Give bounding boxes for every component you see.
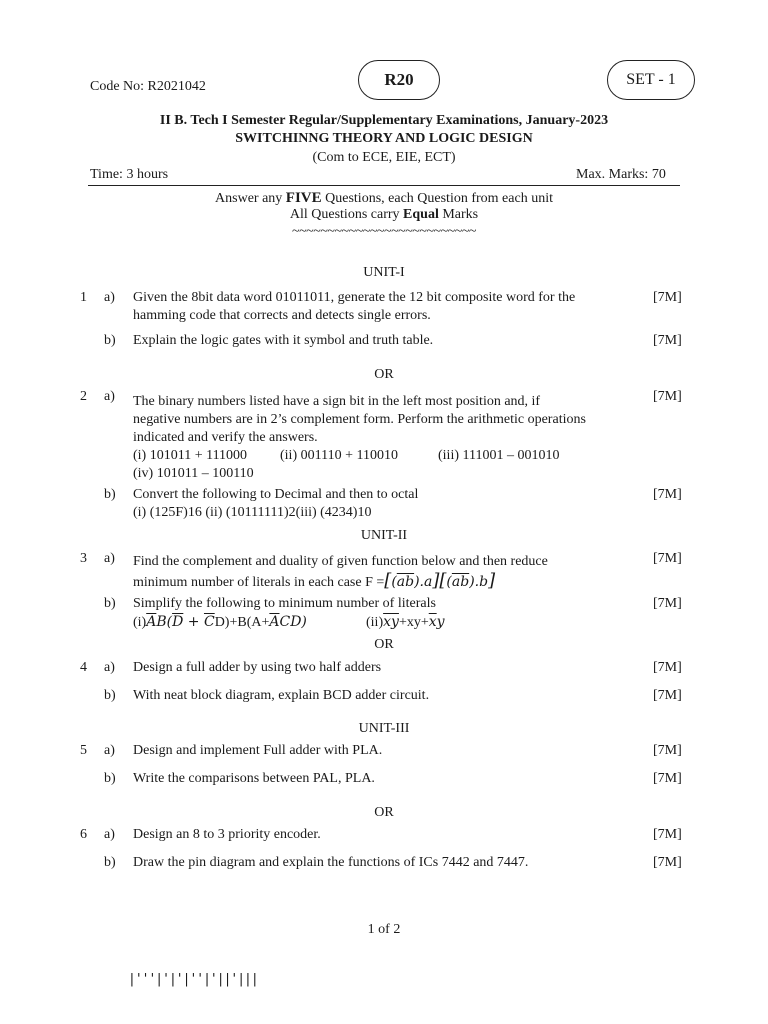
- unit-3-heading: UNIT-III: [358, 721, 410, 736]
- q4b-label: b): [104, 688, 116, 703]
- code-number: Code No: R2021042: [90, 79, 206, 94]
- subject-title: SWITCHINNG THEORY AND LOGIC DESIGN: [235, 131, 533, 146]
- q2a-marks: [7M]: [653, 389, 682, 404]
- q5b-label: b): [104, 771, 116, 786]
- q3a-formula: $[(\overline{ab}).a][(\overline{ab}).b]$: [384, 570, 496, 591]
- page-number: 1 of 2: [367, 922, 401, 937]
- q5-number: 5: [80, 743, 87, 758]
- tilde-divider: ~~~~~~~~~~~~~~~~~~~~~~~~~~: [292, 224, 476, 239]
- q6b-text: Draw the pin diagram and explain the functions of ICs 7442 and 7447.: [133, 855, 529, 870]
- q4-number: 4: [80, 660, 87, 675]
- q2a-label: a): [104, 389, 115, 404]
- unit-2-heading: UNIT-II: [360, 528, 408, 543]
- q5a-marks: [7M]: [653, 743, 682, 758]
- exam-time: Time: 3 hours: [90, 167, 169, 182]
- q2b-marks: [7M]: [653, 487, 682, 502]
- q6a-text: Design an 8 to 3 priority encoder.: [133, 827, 321, 842]
- barcode: |'''|'|'|''|'||'|||: [128, 972, 258, 987]
- q3a-marks: [7M]: [653, 551, 682, 566]
- q2a-text: The binary numbers listed have a sign bit in the left most position and, if negative numbers are in 2’s complement form. Perform the arithmetic operations indicated and verify the answers. (i) 101011 + 111000 (ii) 001110 + 110010 (iii) 111001 – 001010 (iv) 101011 – 100110: [133, 394, 586, 481]
- q6-number: 6: [80, 827, 87, 842]
- or-divider-3: OR: [374, 805, 394, 820]
- set-badge: SET - 1: [607, 60, 695, 100]
- q1a-text: Given the 8bit data word 01011011, generate the 12 bit composite word for the hamming code that corrects and detects single errors.: [133, 290, 576, 323]
- max-marks: Max. Marks: 70: [576, 167, 666, 182]
- q6a-label: a): [104, 827, 115, 842]
- q4a-label: a): [104, 660, 115, 675]
- header-rule: [88, 185, 680, 186]
- q4a-text: Design a full adder by using two half adders: [133, 660, 382, 675]
- q6b-marks: [7M]: [653, 855, 682, 870]
- q4b-marks: [7M]: [653, 688, 682, 703]
- q3b-text: Simplify the following to minimum number of literals $(i)\overline{A}B(\overline{D} + \overline{C}D)+B(A+\overline{A}CD)$ $(ii)\overline{x}\overline{y}+xy+\overline{x}y$: [133, 596, 445, 630]
- q1-number: 1: [80, 290, 87, 305]
- q1a-marks: [7M]: [653, 290, 682, 305]
- q2b-label: b): [104, 487, 116, 502]
- regulation-badge: R20: [358, 60, 440, 100]
- instruction-line-1: Answer any FIVE Questions, each Question from each unit: [215, 190, 553, 206]
- q3b-label: b): [104, 596, 116, 611]
- q6a-marks: [7M]: [653, 827, 682, 842]
- instruction-line-2: All Questions carry Equal Marks: [289, 207, 479, 222]
- q1b-label: b): [104, 333, 116, 348]
- q2b-text: Convert the following to Decimal and then to octal (i) (125F)16 (ii) (10111111)2(iii) (4234)10: [133, 487, 419, 520]
- q5a-label: a): [104, 743, 115, 758]
- q1a-label: a): [104, 290, 115, 305]
- or-divider-1: OR: [374, 367, 394, 382]
- q2-number: 2: [80, 389, 87, 404]
- q5b-text: Write the comparisons between PAL, PLA.: [133, 771, 375, 786]
- q5a-text: Design and implement Full adder with PLA.: [133, 743, 383, 758]
- q5b-marks: [7M]: [653, 771, 682, 786]
- q1b-marks: [7M]: [653, 333, 682, 348]
- exam-title: II B. Tech I Semester Regular/Supplementary Examinations, January-2023: [159, 113, 609, 128]
- branches: (Com to ECE, EIE, ECT): [312, 150, 456, 165]
- q6b-label: b): [104, 855, 116, 870]
- q3a-label: a): [104, 551, 115, 566]
- q3b-marks: [7M]: [653, 596, 682, 611]
- q3a-text: Find the complement and duality of given function below and then reduce minimum number of literals in each case $F =[(\overline{ab}).a][(\overline{ab}).b]$: [133, 554, 548, 591]
- q3-number: 3: [80, 551, 87, 566]
- unit-1-heading: UNIT-I: [363, 265, 405, 280]
- q1b-text: Explain the logic gates with it symbol and truth table.: [133, 333, 434, 348]
- or-divider-2: OR: [374, 637, 394, 652]
- q4b-text: With neat block diagram, explain BCD adder circuit.: [133, 688, 430, 703]
- q4a-marks: [7M]: [653, 660, 682, 675]
